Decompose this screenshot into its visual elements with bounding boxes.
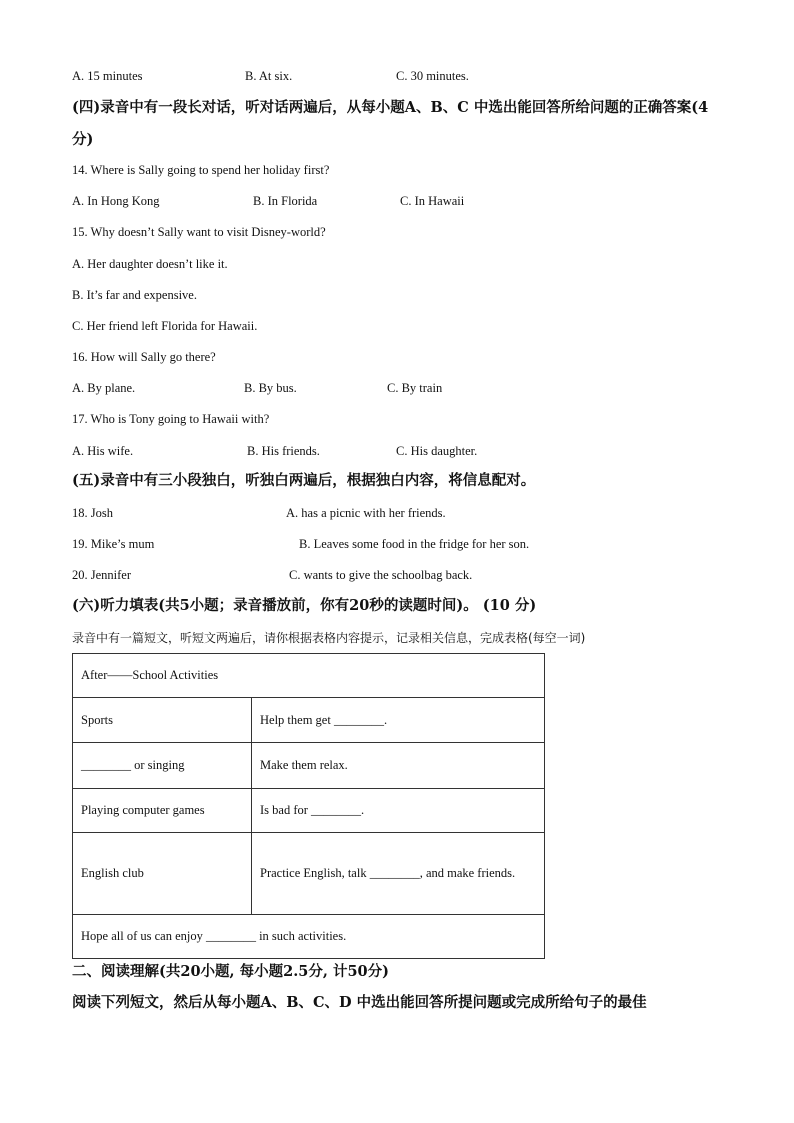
table-cell-effect: Make them relax. [252,743,545,789]
q14-question: 14. Where is Sally going to spend her holiday first? [72,163,330,177]
q17-option-a: A. His wife. [72,444,134,458]
section5-heading: (五)录音中有三小段独白，听独白两遍后，根据独白内容，将信息配对。 [72,472,536,489]
q16-option-c: C. By train [387,381,443,395]
q15-option-c: C. Her friend left Florida for Hawaii. [72,319,258,333]
q14-option-c: C. In Hawaii [400,194,465,208]
table-cell-effect: Help them get ________. [252,698,545,743]
section6-instruction: 录音中有一篇短文，听短文两遍后，请你根据表格内容提示，记录相关信息，完成表格(每空一词) [72,631,586,645]
activities-table [72,653,545,959]
q15-question: 15. Why doesn’t Sally want to visit Disney-world? [72,225,326,239]
part2-heading: 二、阅读理解(共20小题, 每小题2.5分, 计50分) [72,963,389,980]
section6-heading: (六)听力填表(共5小题；录音播放前，你有20秒的读题时间)。 (10 分) [72,597,537,614]
q13-option-b: B. At six. [245,69,293,83]
q15-option-a: A. Her daughter doesn’t like it. [72,257,228,271]
q17-option-b: B. His friends. [247,444,320,458]
table-title: After——School Activities [73,654,545,698]
table-cell-activity: English club [73,833,252,915]
q16-option-a: A. By plane. [72,381,136,395]
q14-option-b: B. In Florida [253,194,318,208]
matching-left-19: 19. Mike’s mum [72,537,155,551]
table-cell-activity: Playing computer games [73,789,252,833]
table-cell-activity: Sports [73,698,252,743]
q13-option-a: A. 15 minutes [72,69,143,83]
table-cell-effect: Is bad for ________. [252,789,545,833]
matching-right-b: B. Leaves some food in the fridge for her son. [299,537,530,551]
matching-right-a: A. has a picnic with her friends. [286,506,446,520]
q13-option-c: C. 30 minutes. [396,69,469,83]
q14-option-a: A. In Hong Kong [72,194,160,208]
table-row [73,789,545,833]
table-row [73,698,545,743]
q16-option-b: B. By bus. [244,381,297,395]
part2-instruction: 阅读下列短文，然后从每小题A、B、C、D 中选出能回答所提问题或完成所给句子的最佳 [72,994,647,1011]
table-cell-effect: Practice English, talk ________, and make friends. [252,833,545,915]
q17-question: 17. Who is Tony going to Hawaii with? [72,412,270,426]
q17-option-c: C. His daughter. [396,444,478,458]
q15-option-b: B. It’s far and expensive. [72,288,197,302]
q16-question: 16. How will Sally go there? [72,350,216,364]
table-footer: Hope all of us can enjoy ________ in such activities. [73,915,545,959]
table-cell-activity: ________ or singing [73,743,252,789]
table-row [73,833,545,915]
section4-heading: (四)录音中有一段长对话，听对话两遍后，从每小题A、B、C 中选出能回答所给问题的正确答案(4 分) [72,99,709,148]
matching-right-c: C. wants to give the schoolbag back. [289,568,473,582]
matching-left-20: 20. Jennifer [72,568,132,582]
matching-left-18: 18. Josh [72,506,113,520]
table-row [73,743,545,789]
